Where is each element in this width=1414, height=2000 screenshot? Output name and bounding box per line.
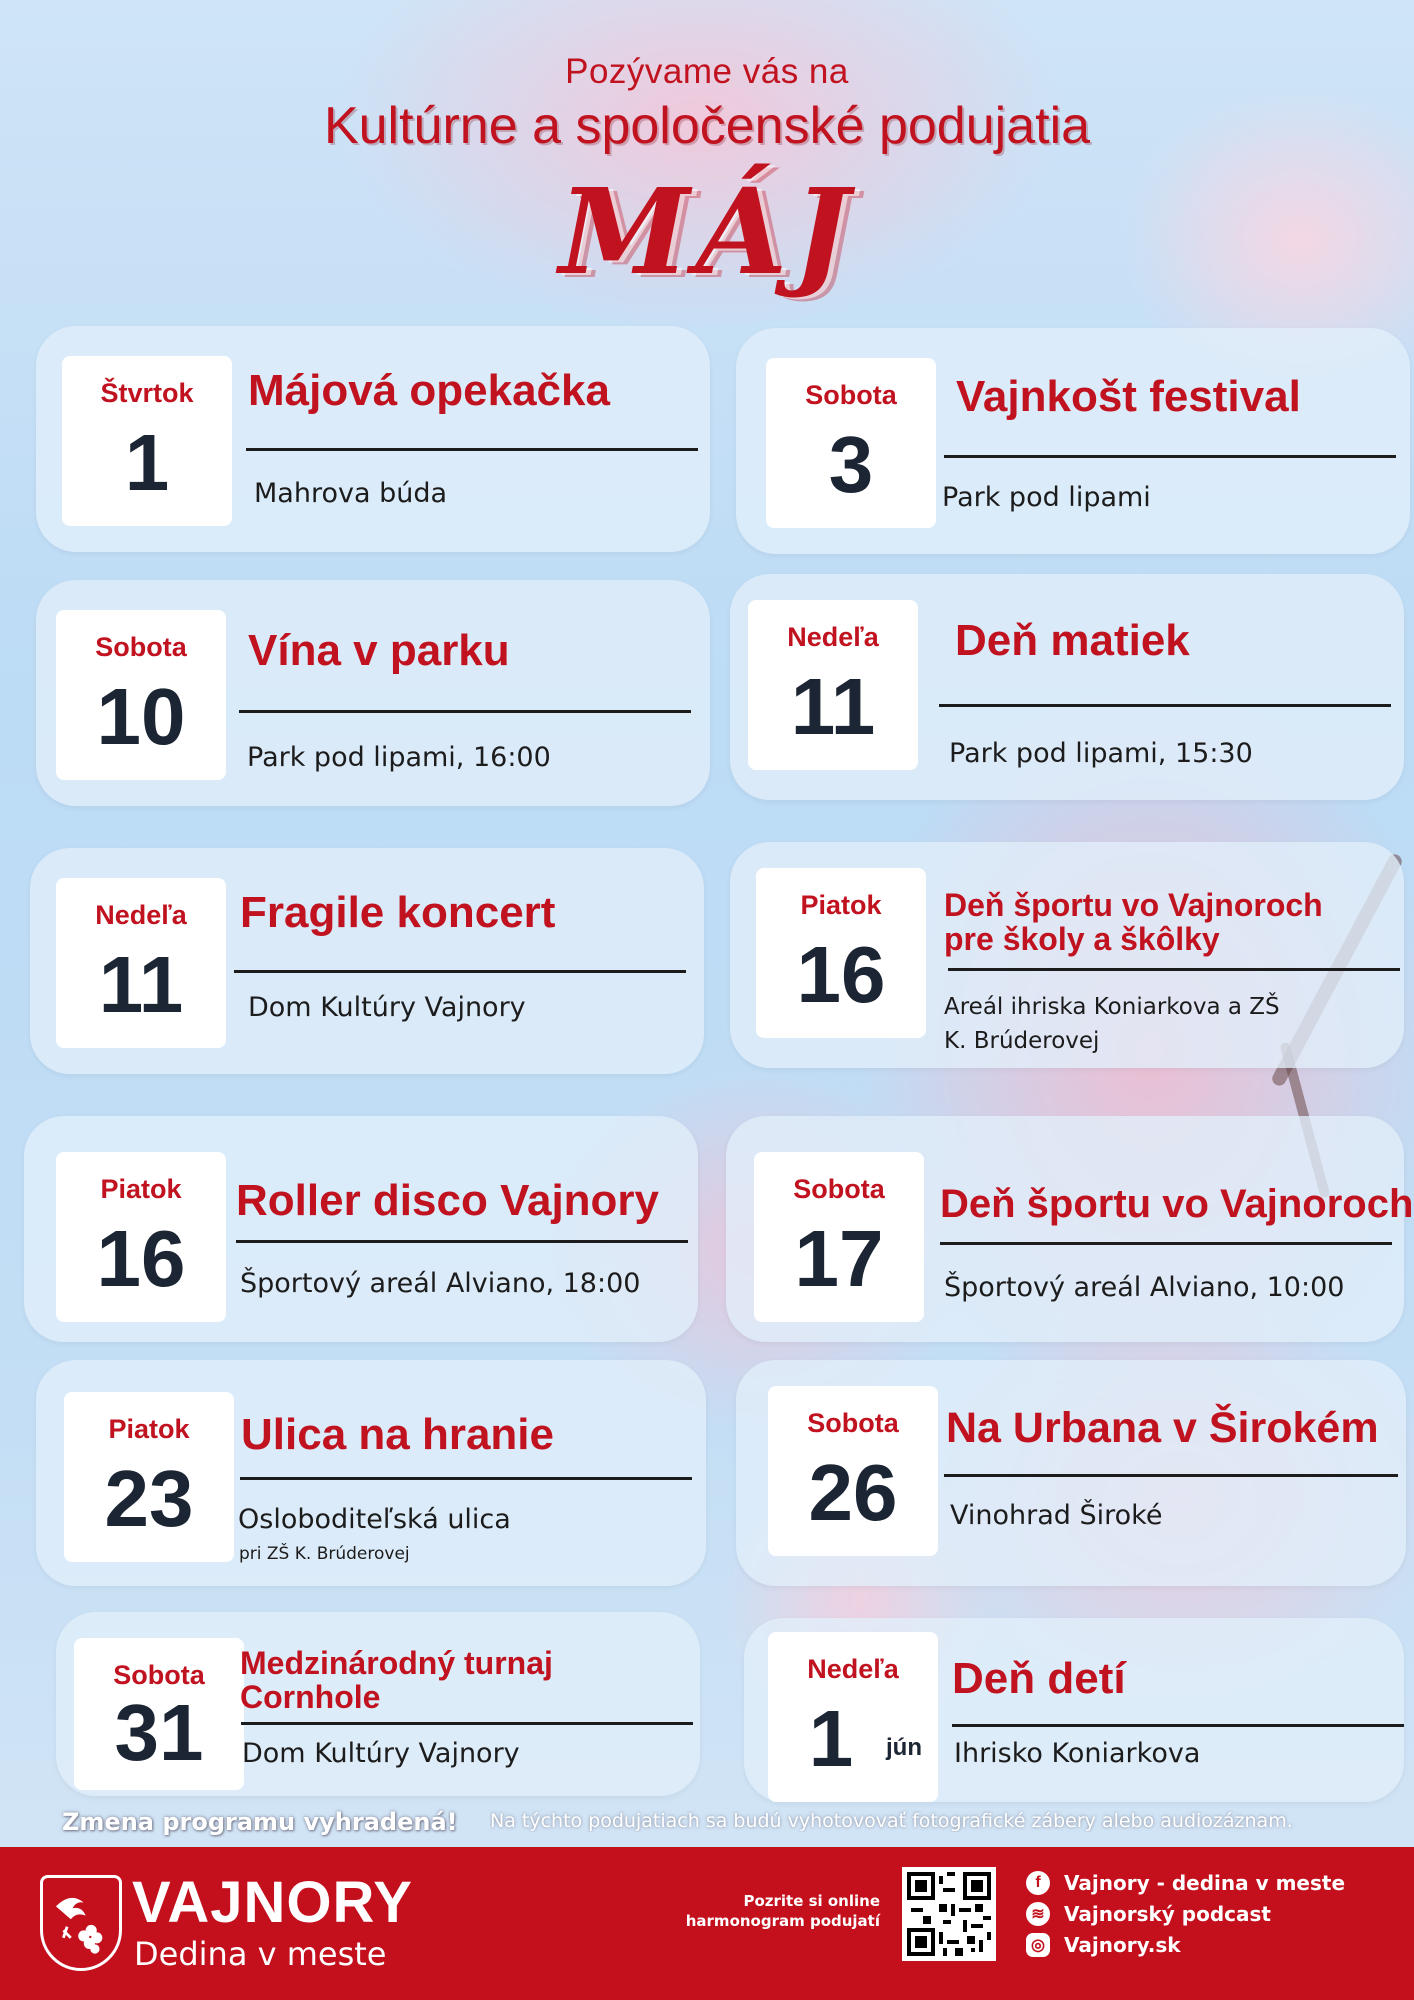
event-title: Fragile koncert [240, 888, 556, 937]
date-box [754, 1152, 924, 1322]
qr-code-icon[interactable] [902, 1867, 996, 1961]
event-day-suffix: jún [886, 1734, 922, 1761]
event-day: 1 [808, 1694, 854, 1783]
event-location: Park pod lipami, 15:30 [949, 738, 1253, 769]
divider [948, 968, 1400, 971]
event-weekday: Nedeľa [787, 622, 879, 652]
event-title: Na Urbana v Širokém [946, 1404, 1379, 1452]
divider [940, 1242, 1392, 1245]
event-title: Ulica na hranie [241, 1410, 555, 1459]
event-card [736, 328, 1410, 554]
date-box [62, 356, 232, 526]
event-weekday: Sobota [793, 1174, 885, 1204]
event-weekday: Sobota [95, 632, 187, 662]
event-weekday: Štvrtok [100, 378, 194, 408]
social-links [1026, 1867, 1345, 1960]
event-weekday: Nedeľa [807, 1654, 899, 1684]
date-box [748, 600, 918, 770]
event-location: Dom Kultúry Vajnory [248, 992, 526, 1023]
event-location: Park pod lipami, 16:00 [247, 742, 551, 773]
event-title: Májová opekačka [248, 366, 610, 415]
divider [952, 1724, 1404, 1727]
facebook-icon: f [1026, 1871, 1050, 1895]
event-day: 31 [114, 1688, 204, 1777]
event-title: Deň detí [952, 1654, 1126, 1703]
divider [236, 1240, 688, 1243]
event-weekday: Sobota [805, 380, 897, 410]
event-title: Vína v parku [248, 626, 510, 675]
event-day: 16 [96, 1214, 186, 1303]
event-title: Medzinárodný turnaj Cornhole [240, 1645, 553, 1715]
page-header [0, 52, 1414, 156]
event-weekday: Sobota [807, 1408, 899, 1438]
event-day: 11 [790, 662, 876, 751]
date-box [768, 1632, 938, 1802]
divider [944, 455, 1396, 458]
divider [246, 448, 698, 451]
date-box [56, 610, 226, 780]
date-box [766, 358, 936, 528]
event-location: Vinohrad Široké [950, 1500, 1163, 1531]
cta-line: Pozrite si online [743, 1892, 880, 1910]
event-title: Deň športu vo Vajnoroch pre školy a škôlky [944, 887, 1323, 957]
event-location: Dom Kultúry Vajnory [242, 1738, 520, 1769]
event-card [726, 1116, 1414, 1342]
header-kicker: Pozývame vás na [565, 52, 849, 91]
divider [240, 1477, 692, 1480]
social-facebook[interactable] [1026, 1867, 1345, 1898]
date-box [64, 1392, 234, 1562]
page-title: Kultúrne a spoločenské podujatia [323, 97, 1091, 155]
event-card [744, 1618, 1404, 1802]
divider [944, 1474, 1398, 1477]
event-card [24, 1116, 698, 1342]
divider [239, 710, 691, 713]
date-box [756, 868, 926, 1038]
event-day: 1 [124, 418, 170, 507]
event-sublocation: pri ZŠ K. Brúderovej [239, 1544, 410, 1564]
event-day: 16 [796, 930, 886, 1019]
social-label: Vajnorský podcast [1064, 1901, 1271, 1926]
event-weekday: Sobota [113, 1660, 205, 1690]
divider [939, 704, 1391, 707]
date-box [768, 1386, 938, 1556]
event-location: Mahrova búda [254, 478, 448, 509]
social-label: Vajnory - dedina v meste [1064, 1870, 1346, 1895]
event-location: Športový areál Alviano, 18:00 [240, 1268, 641, 1299]
event-card [730, 574, 1404, 800]
event-location: Ihrisko Koniarkova [954, 1738, 1201, 1769]
event-day: 17 [794, 1214, 884, 1303]
event-day: 11 [98, 940, 184, 1029]
event-day: 26 [808, 1448, 898, 1537]
event-location: Osloboditeľská ulica [238, 1504, 511, 1535]
month-title: MÁJ [558, 162, 855, 301]
event-card [36, 326, 710, 552]
event-weekday: Piatok [800, 890, 882, 920]
program-change-note: Zmena programu vyhradená! [62, 1808, 458, 1836]
divider [234, 970, 686, 973]
event-card [36, 580, 710, 806]
instagram-icon: ◎ [1026, 1933, 1050, 1957]
event-day: 3 [828, 420, 874, 509]
event-weekday: Nedeľa [95, 900, 187, 930]
brand-name: VAJNORY [132, 1870, 413, 1935]
social-label: Vajnory.sk [1064, 1932, 1181, 1957]
event-title: Deň športu vo Vajnoroch [940, 1182, 1414, 1226]
event-location: Areál ihriska Koniarkova a ZŠ K. Brúderovej [944, 994, 1280, 1054]
event-card [36, 1360, 706, 1586]
social-website[interactable] [1026, 1929, 1345, 1960]
divider [241, 1722, 693, 1725]
event-weekday: Piatok [108, 1414, 190, 1444]
event-day: 23 [104, 1454, 194, 1543]
event-title: Roller disco Vajnory [236, 1176, 660, 1225]
event-card [56, 1612, 700, 1796]
date-box [56, 1152, 226, 1322]
spotify-icon: ≋ [1026, 1902, 1050, 1926]
event-location: Park pod lipami [942, 482, 1151, 513]
event-location: Športový areál Alviano, 10:00 [944, 1272, 1345, 1303]
event-card [730, 842, 1404, 1068]
coat-of-arms-icon [40, 1875, 122, 1971]
cta-line: harmonogram podujatí [685, 1912, 880, 1930]
brand-tagline: Dedina v meste [134, 1935, 387, 1973]
date-box [74, 1638, 244, 1790]
event-day: 10 [96, 672, 186, 761]
event-card [736, 1360, 1406, 1586]
recording-notice: Na týchto podujatiach sa budú vyhotovovať fotografické zábery alebo audiozáznam. [490, 1810, 1293, 1832]
event-title: Vajnkošt festival [956, 372, 1301, 421]
event-weekday: Piatok [100, 1174, 182, 1204]
footer [0, 1847, 1414, 2000]
event-title: Deň matiek [955, 616, 1190, 665]
event-card [30, 848, 704, 1074]
social-podcast[interactable] [1026, 1898, 1345, 1929]
online-schedule-cta [560, 1891, 880, 1931]
date-box [56, 878, 226, 1048]
